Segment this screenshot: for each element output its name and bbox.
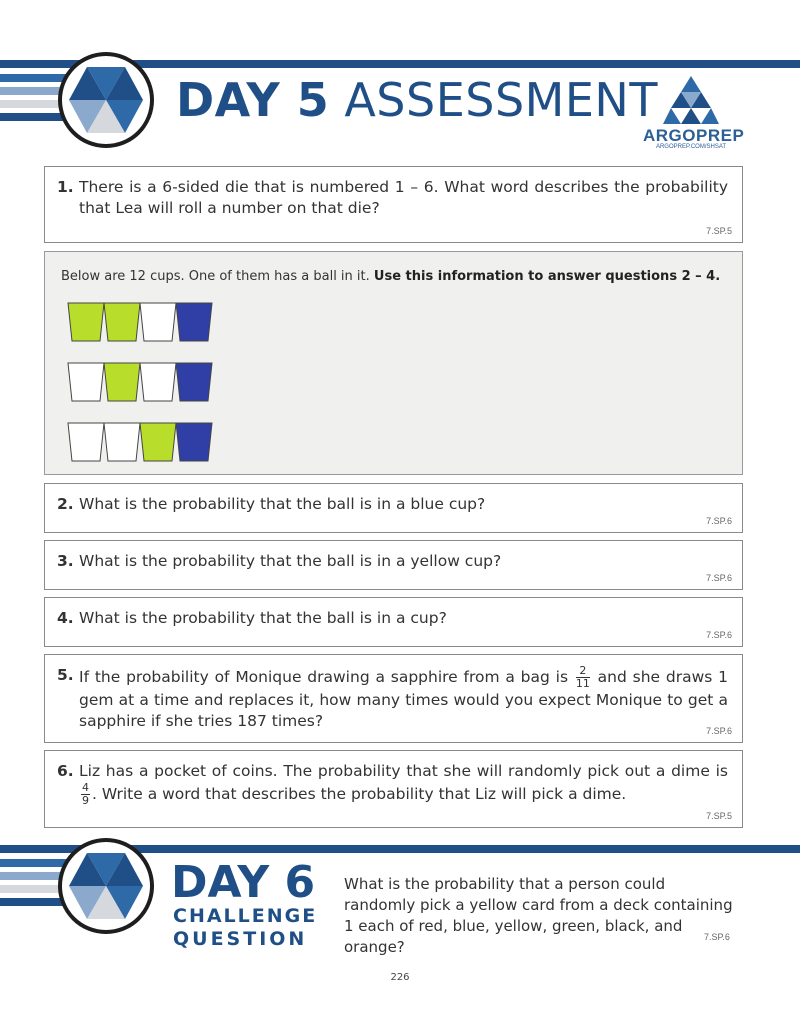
cup-white: [68, 423, 104, 461]
cup-white: [140, 363, 176, 401]
challenge-standard: 7.SP.6: [704, 932, 730, 942]
fraction: $\frac{2}{11}$: [575, 664, 590, 690]
question-text-cont: and she draws 1 gem at a time and replaces it, how many times would you expect Monique to get a sapphire if she tries 187 times?: [79, 668, 728, 730]
question-number: 1.: [57, 178, 74, 196]
question-number: 3.: [57, 552, 74, 570]
standard-code: 7.SP.5: [706, 811, 732, 821]
cup-yellow: [104, 363, 140, 401]
question-text: If the probability of Monique drawing a sapphire from a bag is: [79, 668, 569, 686]
question-6-box: [44, 750, 743, 828]
question-text: Liz has a pocket of coins. The probability that she will randomly pick out a dime is: [79, 762, 728, 780]
question-5-box: [44, 654, 743, 743]
question-3-box: [44, 540, 743, 590]
argoprep-logo-icon: [663, 76, 719, 128]
question-number: 2.: [57, 495, 74, 513]
standard-code: 7.SP.6: [706, 630, 732, 640]
cup-white: [68, 363, 104, 401]
cup-yellow: [104, 303, 140, 341]
cup-white: [140, 303, 176, 341]
question-text-cont: . Write a word that describes the probability that Liz will pick a dime.: [92, 785, 627, 803]
question-1-box: [44, 166, 743, 243]
question-text: There is a 6-sided die that is numbered 1 – 6. What word describes the probability that Lea will roll a number on that die?: [79, 178, 728, 217]
standard-code: 7.SP.6: [706, 516, 732, 526]
logo-url: ARGOPREP.COM/SHSAT: [655, 144, 727, 150]
logo-text: ARGOPREP: [643, 126, 745, 145]
cup-blue: [176, 423, 212, 461]
info-intro: Below are 12 cups. One of them has a ball in it.: [61, 269, 370, 284]
question-text: What is the probability that the ball is in a blue cup?: [79, 495, 486, 513]
question-number: 4.: [57, 609, 74, 627]
cup-blue: [176, 303, 212, 341]
standard-code: 7.SP.6: [706, 573, 732, 583]
cups-info-box: [44, 251, 743, 475]
page-number: 226: [390, 972, 410, 983]
question-text: What is the probability that the ball is in a yellow cup?: [79, 552, 502, 570]
cup-blue: [176, 363, 212, 401]
question-number: 6.: [57, 762, 74, 780]
standard-code: 7.SP.5: [706, 226, 732, 236]
challenge-text: What is the probability that a person could randomly pick a yellow card from a deck containing 1 each of red, blue, yellow, green, black, and orange?: [344, 875, 733, 956]
cups-illustration: [65, 299, 245, 469]
challenge-badge-icon: [58, 838, 154, 934]
cup-yellow: [68, 303, 104, 341]
info-instruction: Use this information to answer questions 2 – 4.: [373, 269, 721, 284]
day-badge-icon: [58, 52, 154, 148]
cup-yellow: [140, 423, 176, 461]
cup-white: [104, 423, 140, 461]
standard-code: 7.SP.6: [706, 726, 732, 736]
challenge-day: DAY 6: [171, 857, 316, 908]
challenge-label: CHALLENGE: [173, 905, 318, 927]
question-number: 5.: [57, 666, 74, 684]
question-2-box: [44, 483, 743, 533]
question-label: QUESTION: [173, 928, 308, 950]
question-4-box: [44, 597, 743, 647]
page-title: DAY 5 ASSESSMENT: [176, 73, 658, 127]
fraction: $\frac{4}{9}$: [82, 781, 89, 807]
question-text: What is the probability that the ball is in a cup?: [79, 609, 447, 627]
